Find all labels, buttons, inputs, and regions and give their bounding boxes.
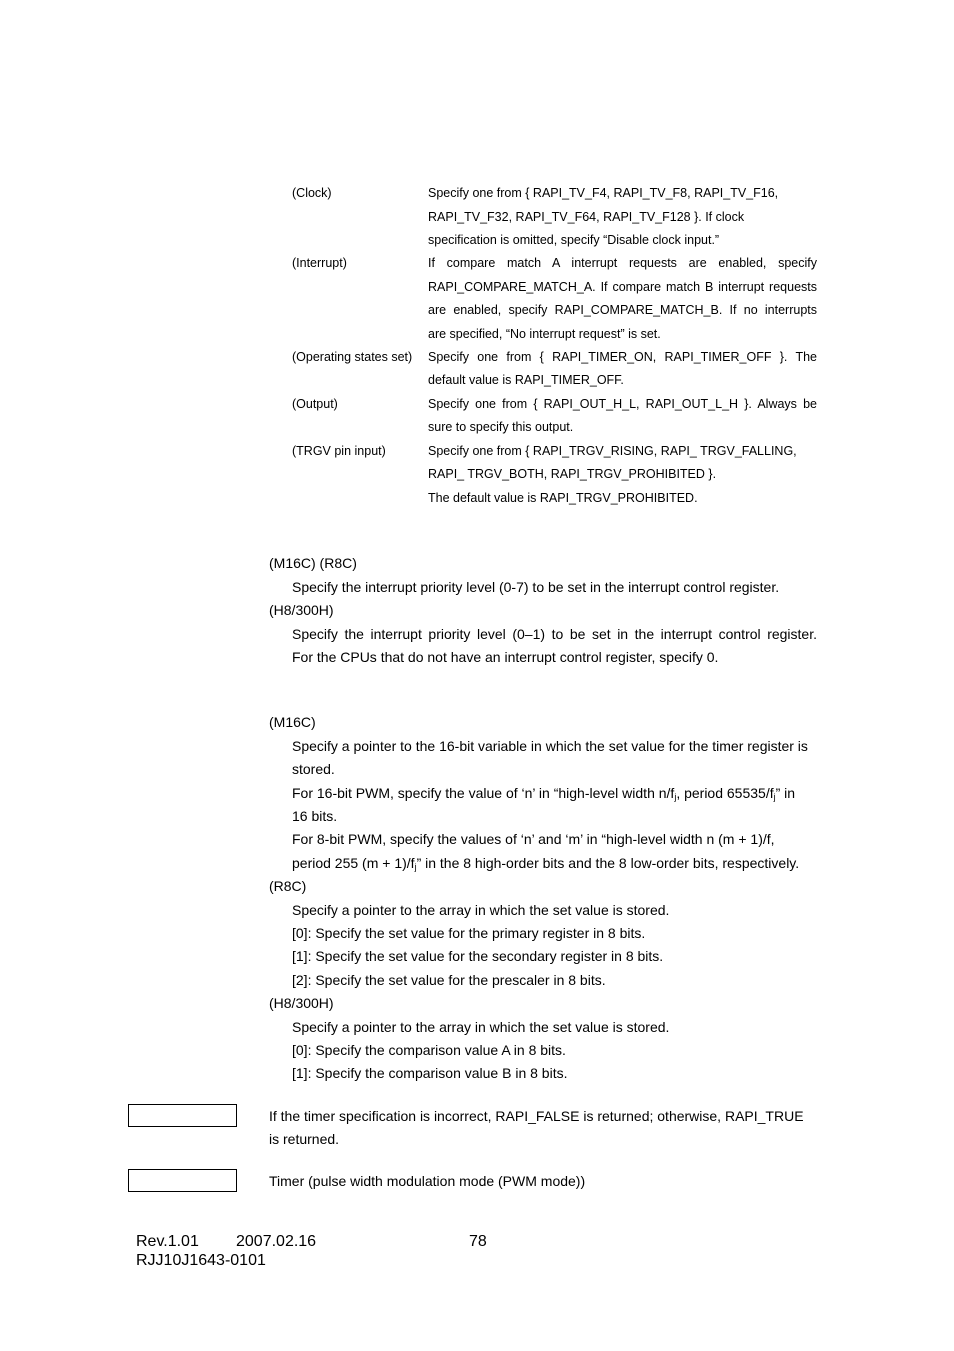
return-value-text: is returned. — [269, 1131, 340, 1147]
return-value-text: If the timer specification is incorrect, RAPI_FALSE is returned; otherwise, RAPI_TRUE — [269, 1108, 804, 1124]
setvalue-text: [0]: Specify the set value for the primary register in 8 bits. — [292, 925, 646, 941]
text-run: For 16-bit PWM, specify the value of ‘n’ in “high-level width n/f — [292, 785, 675, 801]
text-run: ” in — [775, 785, 796, 801]
param-desc-line: Specify one from { RAPI_OUT_H_L, RAPI_OUT_L_H }. Always be — [428, 397, 817, 411]
param-label-interrupt: (Interrupt) — [292, 256, 347, 270]
param-desc-line: RAPI_ TRGV_BOTH, RAPI_TRGV_PROHIBITED }. — [428, 467, 717, 481]
cpu-heading: (M16C) — [269, 714, 316, 730]
footer-revision: Rev.1.01 — [136, 1233, 199, 1250]
section-label-box — [128, 1169, 237, 1192]
setvalue-text: Specify a pointer to the array in which the set value is stored. — [292, 1019, 670, 1035]
param-desc-line: default value is RAPI_TIMER_OFF. — [428, 373, 624, 387]
resource-text: Timer (pulse width modulation mode (PWM mode)) — [269, 1173, 586, 1189]
priority-text: Specify the interrupt priority level (0‑7) to be set in the interrupt control register. — [292, 579, 780, 595]
subscript: j — [674, 792, 677, 802]
setvalue-text: [2]: Specify the set value for the prescaler in 8 bits. — [292, 972, 606, 988]
param-desc-line: specification is omitted, specify “Disable clock input.” — [428, 233, 720, 247]
cpu-heading: (R8C) — [269, 878, 307, 894]
setvalue-text: Specify a pointer to the 16-bit variable in which the set value for the timer register is — [292, 738, 808, 754]
param-desc-line: The default value is RAPI_TRGV_PROHIBITED. — [428, 491, 698, 505]
param-desc-line: RAPI_TV_F32, RAPI_TV_F64, RAPI_TV_F128 }. If clock — [428, 210, 745, 224]
priority-text: Specify the interrupt priority level (0–1) to be set in the interrupt control register. — [292, 626, 817, 642]
param-desc-line: Specify one from { RAPI_TIMER_ON, RAPI_TIMER_OFF }. The — [428, 350, 817, 364]
setvalue-text: 16 bits. — [292, 808, 338, 824]
param-label-output: (Output) — [292, 397, 338, 411]
priority-text: For the CPUs that do not have an interrupt control register, specify 0. — [292, 649, 719, 665]
param-desc-line: RAPI_COMPARE_MATCH_A. If compare match B interrupt requests — [428, 280, 817, 294]
setvalue-text: [1]: Specify the set value for the secondary register in 8 bits. — [292, 948, 664, 964]
subscript: j — [773, 792, 776, 802]
setvalue-text: [0]: Specify the comparison value A in 8 bits. — [292, 1042, 566, 1058]
subscript: j — [414, 862, 417, 872]
text-run: ” in the 8 high-order bits and the 8 low-order bits, respectively. — [416, 855, 800, 871]
setvalue-text: [1]: Specify the comparison value B in 8 bits. — [292, 1065, 568, 1081]
footer-date: 2007.02.16 — [236, 1233, 317, 1250]
param-desc-line: are enabled, specify RAPI_COMPARE_MATCH_B. If no interrupts — [428, 303, 817, 317]
setvalue-text: For 8-bit PWM, specify the values of ‘n’ and ‘m’ in “high-level width n (m + 1)/f, — [292, 831, 775, 847]
section-label-box — [128, 1104, 237, 1127]
param-desc-line: If compare match A interrupt requests are enabled, specify — [428, 256, 817, 270]
text-run: , period 65535/f — [676, 785, 774, 801]
footer-doc-id: RJJ10J1643-0101 — [136, 1252, 266, 1269]
setvalue-text: Specify a pointer to the array in which the set value is stored. — [292, 902, 670, 918]
cpu-heading: (H8/300H) — [269, 995, 334, 1011]
param-label-clock: (Clock) — [292, 186, 332, 200]
param-label-trgv: (TRGV pin input) — [292, 444, 386, 458]
setvalue-text — [292, 785, 795, 802]
param-label-operating-states: (Operating states set) — [292, 350, 413, 364]
cpu-heading: (H8/300H) — [269, 602, 334, 618]
setvalue-text — [292, 855, 799, 872]
cpu-heading: (M16C) (R8C) — [269, 555, 357, 571]
param-desc-line: are specified, “No interrupt request” is set. — [428, 327, 661, 341]
param-desc-line: Specify one from { RAPI_TRGV_RISING, RAPI_ TRGV_FALLING, — [428, 444, 797, 458]
text-run: period 255 (m + 1)/f — [292, 855, 415, 871]
param-desc-line: Specify one from { RAPI_TV_F4, RAPI_TV_F8, RAPI_TV_F16, — [428, 186, 779, 200]
setvalue-text: stored. — [292, 761, 335, 777]
page-number: 78 — [469, 1233, 487, 1250]
param-desc-line: sure to specify this output. — [428, 420, 574, 434]
